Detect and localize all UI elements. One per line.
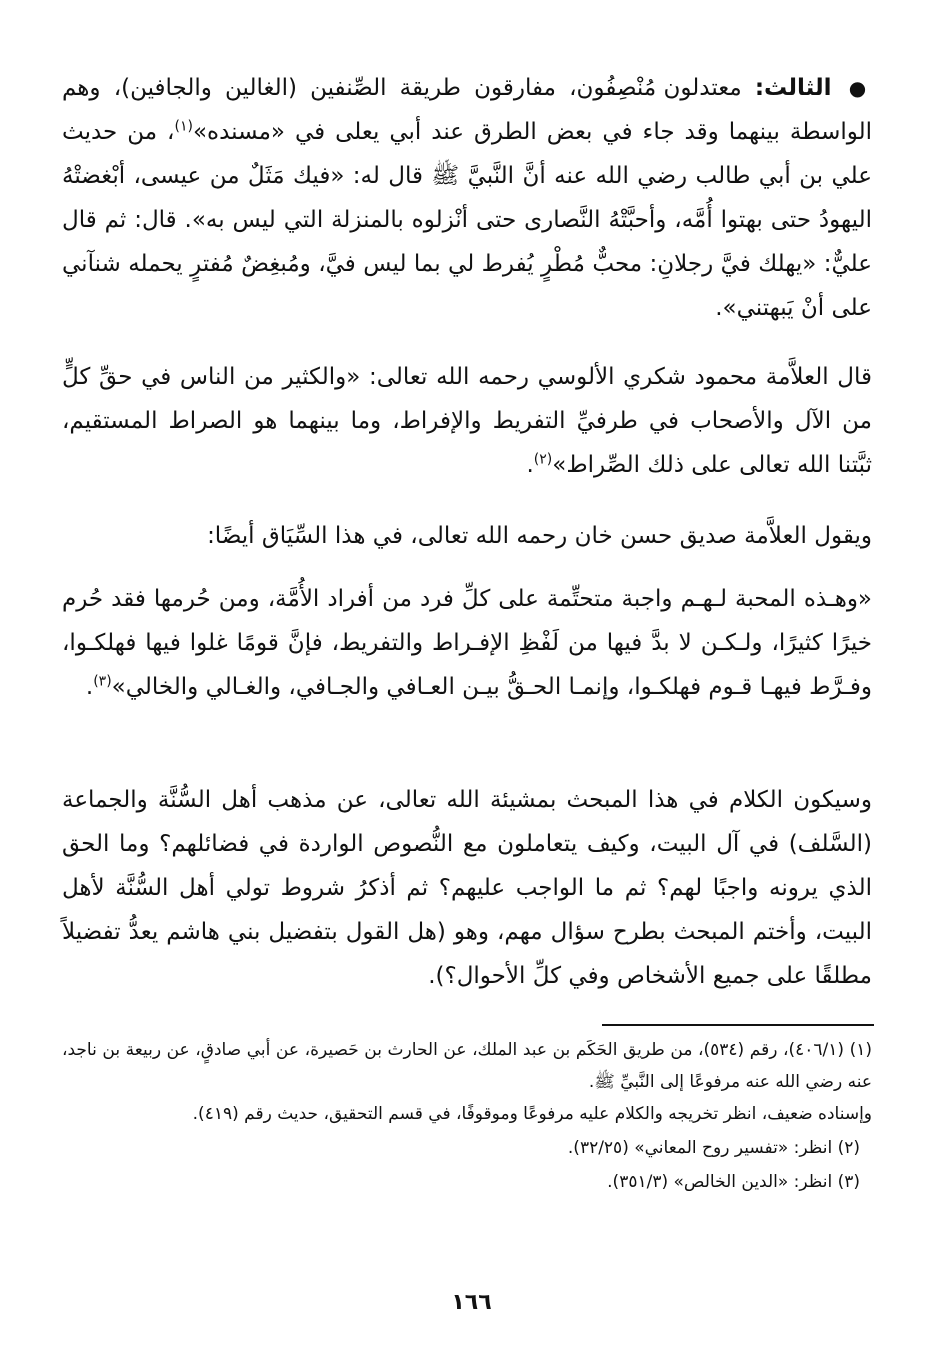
paragraph-text: وسيكون الكلام في هذا المبحث بمشيئة الله تعالى، عن مذهب أهل السُّنَّة والجماعة (السَّلف) في آل البيت، وكيف يتعاملون مع النُّصوص الواردة في فضائلهم؟ وما الحق الذي يرونه واجبًا لهم؟ ثم ما الواجب عليهم؟ ثم أذكرُ شروط تولي أهل السُّنَّة لأهل البيت، وأختم المبحث بطرح سؤال مهم، وهو (هل القول بتفضيل بني هاشم يعدُّ تفضيلاً مطلقًا على جميع الأشخاص وفي كلِّ الأحوال؟). [62, 787, 872, 989]
footnote-1: (١) (٤٠٦/١)، رقم (٥٣٤)، من طريق الحَكَم بن عبد الملك، عن الحارث بن حَصيرة، عن أبي صادقٍ، عن ربيعة بن ناجد، عنه رضي الله عنه مرفوعًا إلى النَّبيِّ ﷺ. [62, 1040, 872, 1092]
footnote-2: (٢) انظر: «تفسير روح المعاني» (٣٢/٢٥). [567, 1138, 860, 1158]
footnote-3: (٣) انظر: «الدين الخالص» (٣٥١/٣). [607, 1172, 860, 1192]
page-number: ١٦٦ [451, 1290, 492, 1315]
paragraph-text: ويقول العلاَّمة صديق حسن خان رحمه الله تعالى، في هذا السِّيَاق أيضًا: [207, 523, 872, 549]
paragraph-text-continued: ، من حديث علي بن أبي طالب رضي الله عنه أنَّ النَّبيَّ ﷺ قال له: «فيك مَثَلٌ من عيسى، أبْغضتْهُ اليهودُ حتى بهتوا أُمَّه، وأحبَّتْهُ النَّصارى حتى أنْزلوه بالمنزلة التي ليس به». قال: ثم قال عليٌّ: «يهلك فيَّ رجلانِ: محبٌّ مُطْرٍ يُفرط لي بما ليس فيَّ، ومُبغِضٌ مُفترٍ يحمله شنآني على أنْ يَبهتني». [62, 119, 872, 321]
paragraph-end: . [526, 452, 534, 478]
footnote-ref-2[interactable]: (٢) [533, 451, 553, 468]
paragraph-text: معتدلون مُنْصِفُون، مفارقون طريقة الصِّنفين (الغالين والجافين)، وهم الواسطة بينهما وقد جاء في بعض الطرق عند أبي يعلى في «مسنده» [62, 75, 873, 145]
paragraph-alusi-quote [62, 355, 872, 487]
footnote-1-continued: وإسناده ضعيف، انظر تخريجه والكلام عليه مرفوعًا وموقوفًا، في قسم التحقيق، حديث رقم (٤١٩). [192, 1104, 872, 1124]
paragraph-text: «وهـذه المحبة لـهـم واجبة متحتِّمة على كلِّ فرد من أفراد الأُمَّة، ومن حُرمها فقد حُرم خيرًا كثيرًا، ولـكـن لا بدَّ فيها من لَفْظِ الإفـراط والتفريط، فإنَّ قومًا غلوا فيها فهلكـوا، وفـرَّط فيهـا قـوم فهلكـوا، وإنمـا الحـقُّ بيـن العـافي والجـافي، والغـالي والخالي» [62, 586, 872, 700]
paragraph-end: . [85, 674, 94, 700]
footnote-ref-1[interactable]: (١) [174, 118, 193, 135]
paragraph-text: قال العلاَّمة محمود شكري الألوسي رحمه الله تعالى: «والكثير من الناس في حقِّ كلٍّ من الآل والأصحاب في طرفيِّ التفريط والإفراط، وما بينهما هو الصراط المستقيم، ثبَّتنا الله تعالى على ذلك الصِّراط» [62, 364, 872, 478]
paragraph-section-outline [62, 778, 872, 998]
paragraph-siddiq-quote [62, 577, 872, 709]
paragraph-siddiq-intro [62, 514, 872, 558]
paragraph-third-group [62, 66, 872, 330]
footnote-divider [602, 1024, 874, 1026]
bullet-icon: ● [848, 76, 873, 100]
footnotes [62, 1034, 872, 1198]
paragraph-label: الثالث: [754, 75, 832, 101]
footnote-ref-3[interactable]: (٣) [93, 673, 112, 690]
